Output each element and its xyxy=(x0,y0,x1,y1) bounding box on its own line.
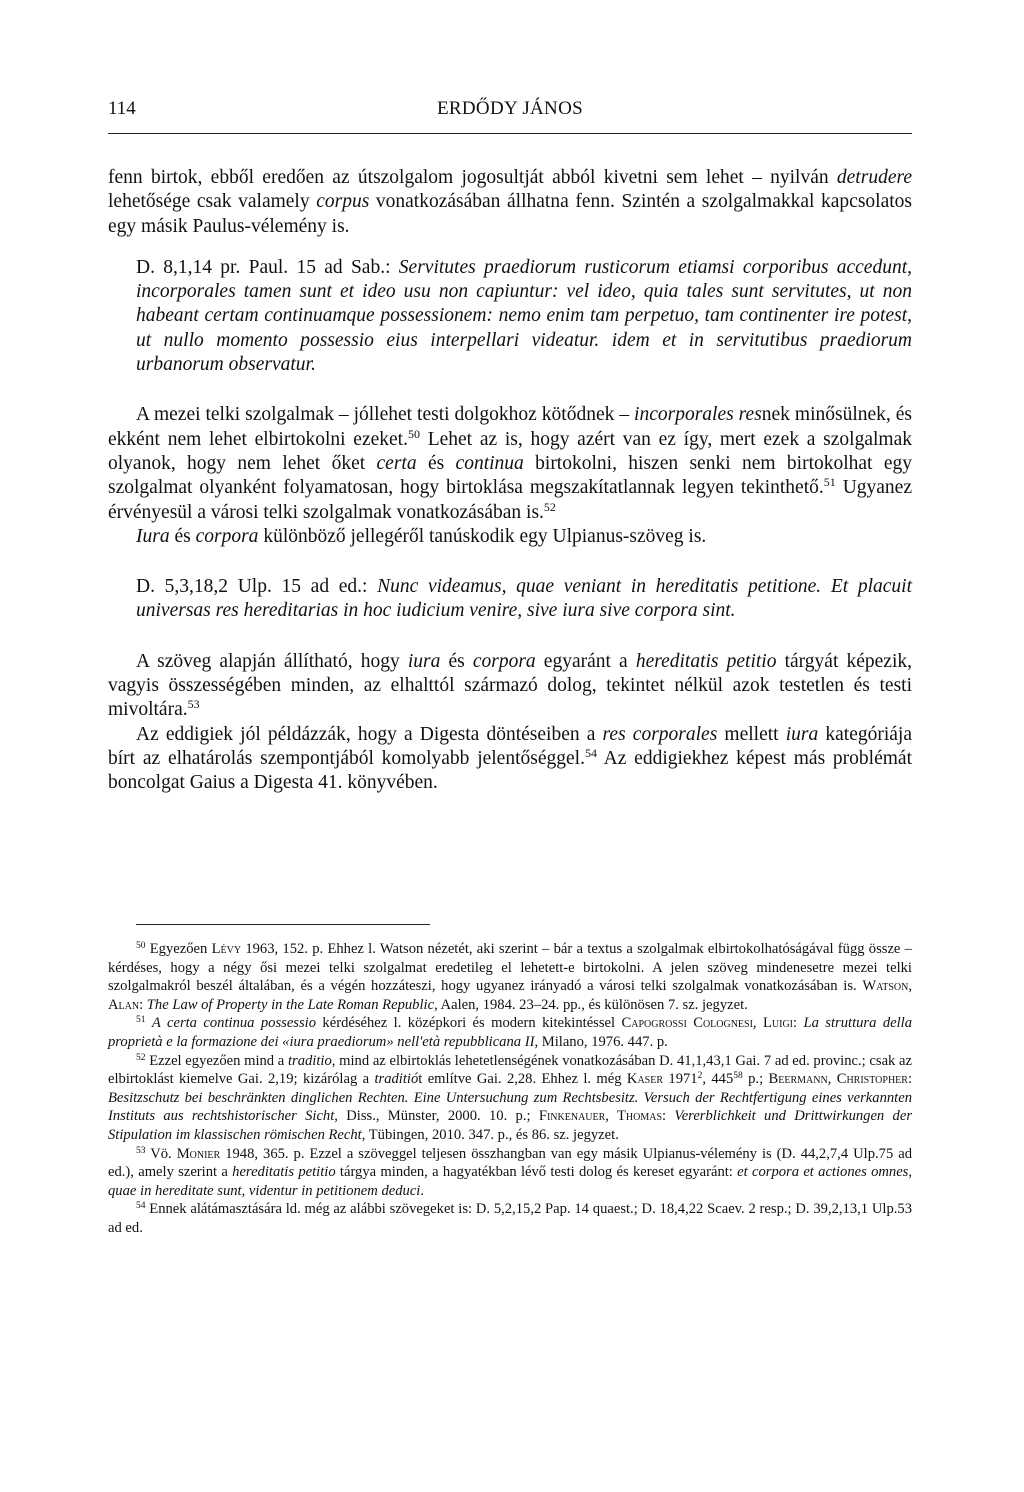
paragraph-2: A mezei telki szolgalmak – jóllehet testi dolgokhoz kötődnek – incorporales resnek minősülnek, és ekként nem lehet elbirtokolni ezeket.$^{50}$ Lehet az is, hogy azért van ez így, mert ezek a szolgalmak olyanok, hogy nem lehet őket certa és continua birtokolni, hiszen senki nem birtokolhat egy szolgalmat olyanként folyamatosan, hogy birtoklása megszakítatlannak legyen tekinthető.$^{51}$ Ugyanez érvényesül a városi telki szolgalmak vonatkozásában is.$^{52}$ xyxy=(108,404,912,523)
quote-latin-text: Servitutes praediorum rusticorum etiamsi corporibus accedunt, incorporales tamen sunt et ideo usu non capiuntur: vel ideo, quia tales sunt servitutes, ut non habeant certam continuamque possessionem: nemo enim tam perpetuo, tam continenter ire potest, ut nullo momento possessio eius interpellari videatur. idem et in servitutibus praediorum urbanorum observatur. xyxy=(136,256,912,376)
main-text xyxy=(108,166,912,796)
quote-digest-8-1-14 xyxy=(108,256,912,377)
running-header xyxy=(108,98,912,128)
footnote-ref-53: 53 xyxy=(187,697,200,712)
page-number: 114 xyxy=(108,98,136,119)
quote-reference: D. 5,3,18,2 Ulp. 15 ad ed.: xyxy=(136,576,378,598)
footnote-ref-51: 51 xyxy=(823,475,836,490)
footnote-ref-50: 50 xyxy=(407,426,420,441)
quote-latin-text: Nunc videamus, quae veniant in hereditatis petitione. Et placuit universas res hereditarias in hoc iudicium venire, sive iura sive corpora sint. xyxy=(136,576,913,622)
paragraph-1: fenn birtok, ebből eredően az útszolgalom jogosultját abból kivetni sem lehet – nyilván detrudere lehetősége csak valamely corpus vonatkozásában állhatna fenn. Szintén a szolgalmakkal kapcsolatos egy másik Paulus-vélemény is. xyxy=(108,167,912,237)
paragraph-4: A szöveg alapján állítható, hogy iura és corpora egyaránt a hereditatis petitio tárgyát képezik, vagyis összességében minden, az elhalttól származó dolog, tekintet nélkül azok testetlen és testi mivoltára.$^{53}$ xyxy=(108,650,912,721)
running-title: ERDŐDY JÁNOS xyxy=(437,98,583,119)
footnote-51: $^{51}$ A certa continua possessio kérdéséhez l. középkori és modern kitekintéssel Capogrossi Colognesi, Luigi: La struttura della proprietà e la formazione dei «iura praediorum» nell'età repubblicana II, Milano, 1976. 447. p. xyxy=(108,1015,912,1050)
footnote-rule xyxy=(136,924,430,925)
quote-digest-5-3-18-2 xyxy=(108,575,912,624)
footnote-53: $^{53}$ Vö. Monier 1948, 365. p. Ezzel a szöveggel teljesen összhangban van egy másik Ulpianus-vélemény is (D. 44,2,7,4 Ulp.75 ad ed.), amely szerint a hereditatis petitio tárgya minden, a hagyatékban lévő testi dolog és kereset egyaránt: et corpora et actiones omnes, quae in hereditate sunt, videntur in petitionem deduci. xyxy=(108,1145,913,1199)
paragraph-3: Iura és corpora különböző jellegéről tanúskodik egy Ulpianus-szöveg is. xyxy=(136,525,707,547)
header-rule xyxy=(108,133,912,134)
page xyxy=(108,0,912,1492)
paragraph-5: Az eddigiek jól példázzák, hogy a Digesta döntéseiben a res corporales mellett iura kategóriája bírt az elhatárolás szempontjából komolyabb jelentőséggel.$^{54}$ Az eddigiekhez képest más problémát boncolgat Gaius a Digesta 41. könyvében. xyxy=(108,723,913,794)
footnote-52: $^{52}$ Ezzel egyezően mind a traditio, mind az elbirtoklás lehetetlenségének vonatkozásában D. 41,1,43,1 Gai. 7 ad ed. provinc.; csak az elbirtoklást kiemelve Gai. 2,19; kizárólag a traditiót említve Gai. 2,28. Ehhez l. még Kaser 1971$^2$, $445^{58}$ p.; Beermann, Christopher: Besitzschutz bei beschränkten dinglichen Rechten. Eine Untersuchung zum Rechtsbesitz. Versuch der Rechtfertigung eines verkannten Instituts aus rechtshistorischer Sicht, Diss., Münster, 2000. 10. p.; Finkenauer, Thomas: Vererblichkeit und Drittwirkungen der Stipulation im klassischen römischen Recht, Tübingen, 2010. 347. p., és 86. sz. jegyzet. xyxy=(108,1052,913,1143)
quote-reference: D. 8,1,14 pr. Paul. 15 ad Sab.: xyxy=(136,256,399,278)
footnote-50: $^{50}$ Egyezően Lévy 1963, 152. p. Ehhez l. Watson nézetét, aki szerint – bár a textus a szolgalmak elbirtokolhatóságával függ össze – kérdéses, hogy a négy ősi mezei telki szolgalmat eredetileg el lehetett-e birtokolni. A jelen szöveg mindenesetre mezei telki szolgalmakról beszél általában, és a végén hozzáteszi, hogy ugyanez irányadó a városi telki szolgalmak vonatkozásában is. Watson, Alan: The Law of Property in the Late Roman Republic, Aalen, 1984. 23–24. pp., és különösen 7. sz. jegyzet. xyxy=(108,941,912,1013)
footnote-ref-52: 52 xyxy=(543,499,556,514)
footnote-54: $^{54}$ Ennek alátámasztására ld. még az alábbi szövegeket is: D. 5,2,15,2 Pap. 14 quaest.; D. 18,4,22 Scaev. 2 resp.; D. 39,2,13,1 Ulp.53 ad ed. xyxy=(108,1201,912,1236)
footnotes xyxy=(108,940,912,1238)
footnote-ref-54: 54 xyxy=(584,745,597,760)
